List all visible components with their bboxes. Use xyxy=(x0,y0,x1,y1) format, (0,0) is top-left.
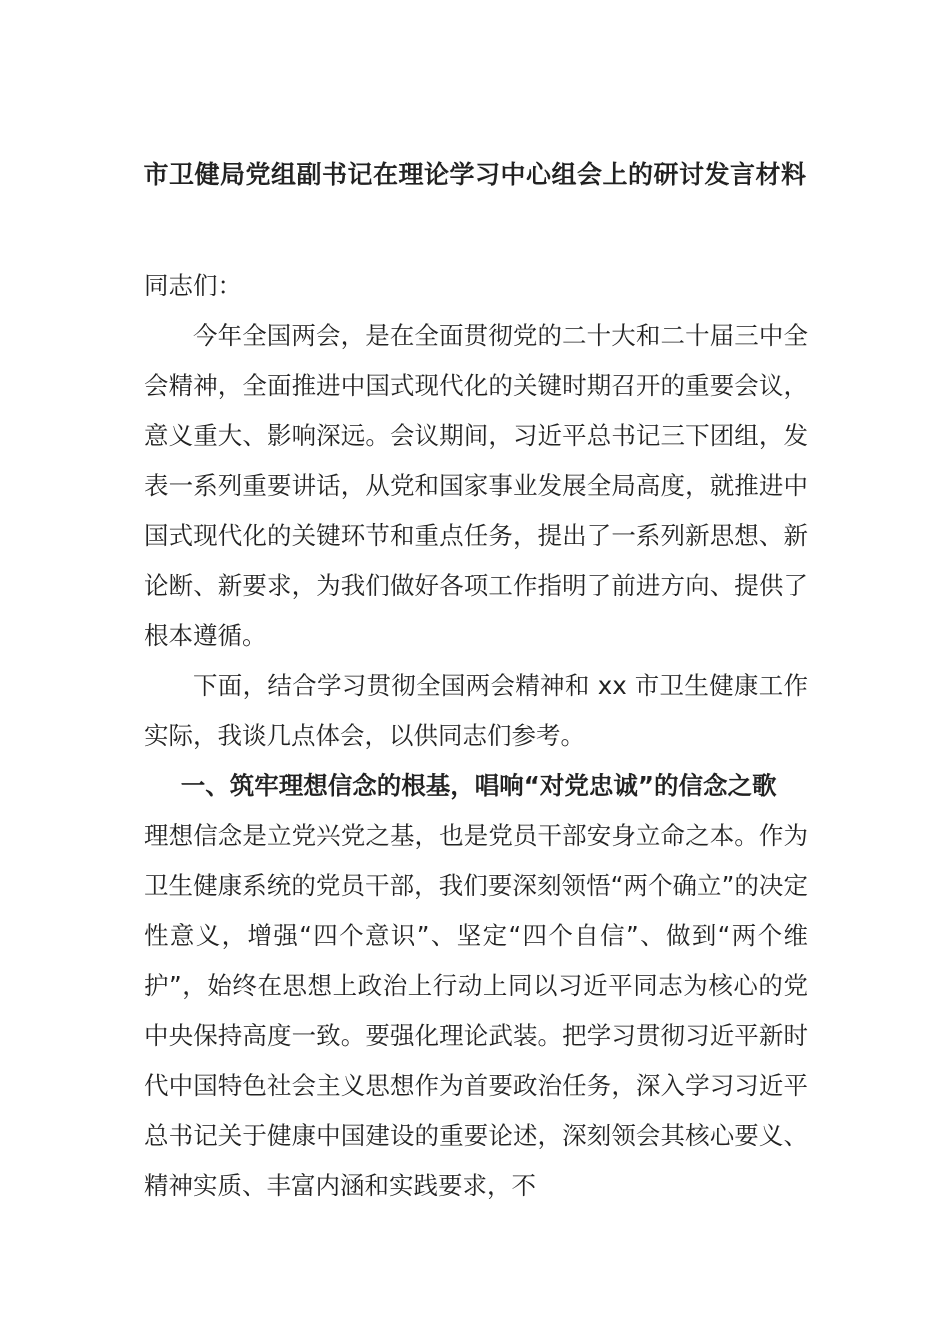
paragraph-purpose: 下面，结合学习贯彻全国两会精神和 xx 市卫生健康工作实际，我谈几点体会，以供同志们参考。 xyxy=(144,671,808,750)
section-heading: 一、筑牢理想信念的根基，唱响“对党忠诚”的信念之歌 xyxy=(180,771,777,800)
salutation: 同志们： xyxy=(144,271,242,300)
paragraph-intro: 今年全国两会，是在全面贯彻党的二十大和二十届三中全会精神，全面推进中国式现代化的关键时期召开的重要会议，意义重大、影响深远。会议期间，习近平总书记三下团组，发表一系列重要讲话，从党和国家事业发展全局高度，就推进中国式现代化的关键环节和重点任务，提出了一系列新思想、新论断、新要求，为我们做好各项工作指明了前进方向、提供了根本遵循。 xyxy=(144,321,808,650)
document-body xyxy=(144,261,808,1211)
document-title: 市卫健局党组副书记在理论学习中心组会上的研讨发言材料 xyxy=(143,160,807,189)
section-paragraph: 理想信念是立党兴党之基，也是党员干部安身立命之本。作为卫生健康系统的党员干部，我们要深刻领悟“两个确立”的决定性意义，增强“四个意识”、坚定“四个自信”、做到“两个维护”，始终在思想上政治上行动上同以习近平同志为核心的党中央保持高度一致。要强化理论武装。把学习贯彻习近平新时代中国特色社会主义思想作为首要政治任务，深入学习习近平总书记关于健康中国建设的重要论述，深刻领会其核心要义、精神实质、丰富内涵和实践要求，不 xyxy=(144,821,808,1200)
